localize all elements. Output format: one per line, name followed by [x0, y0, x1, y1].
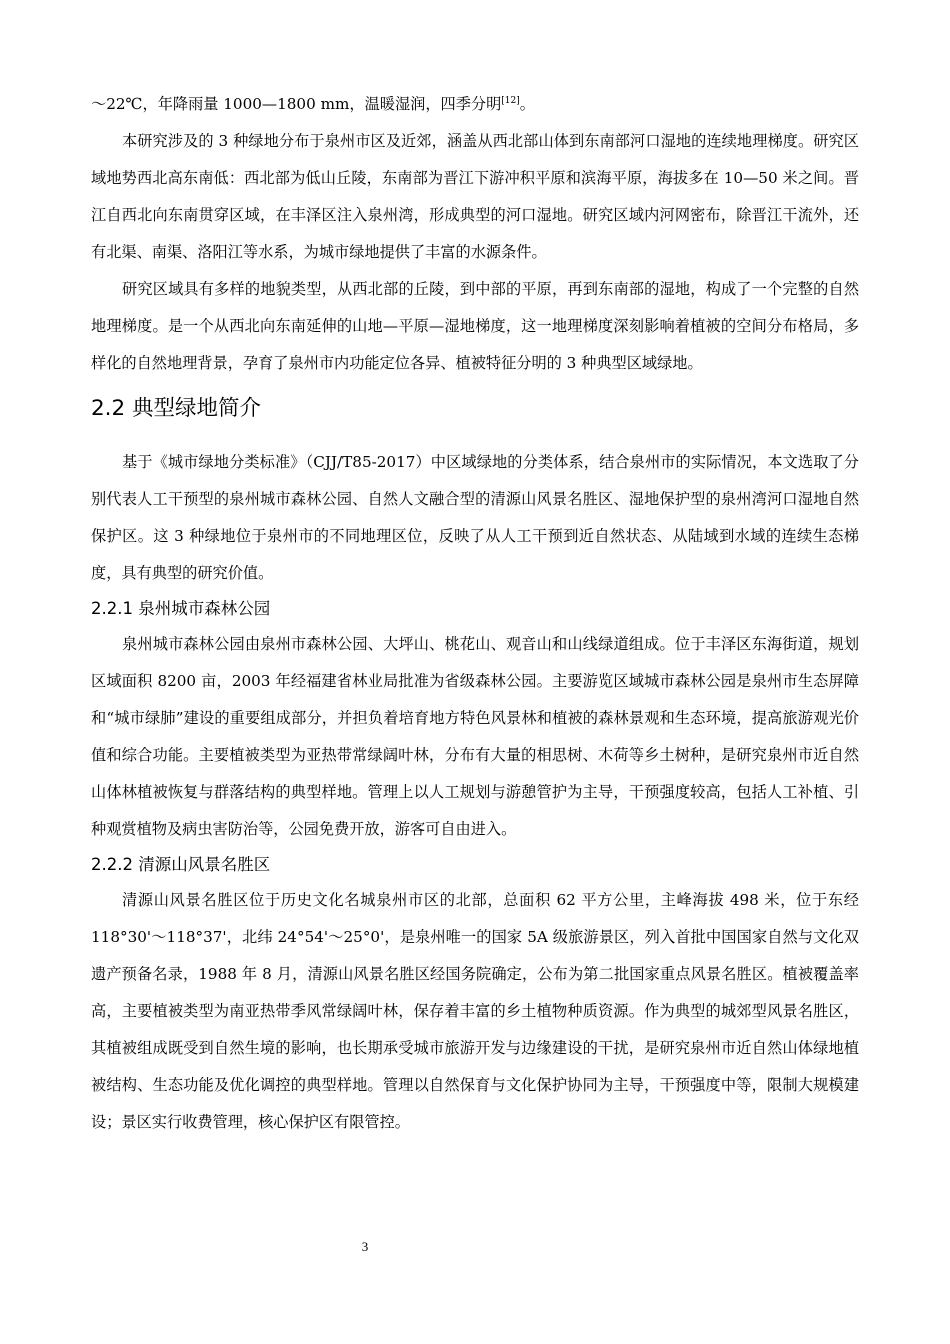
section-2-2-intro: 基于《城市绿地分类标准》（CJJ/T85-2017）中区域绿地的分类体系，结合泉州市的实际情况，本文选取了分别代表人工干预型的泉州城市森林公园、自然人文融合型的清源山风景名胜区、湿地保护型的泉州湾河口湿地自然保护区。这 3 种绿地位于泉州市的不同地理区位，反映了从人工干预到近自然状态、从陆域到水域的连续生态梯度，具有典型的研究价值。	[91, 453, 859, 582]
page-content	[91, 86, 859, 1141]
forest-park-paragraph: 泉州城市森林公园由泉州市森林公园、大坪山、桃花山、观音山和山线绿道组成。位于丰泽区东海街道，规划区域面积 8200 亩，2003 年经福建省林业局批准为省级森林公园。主要游览区域城市森林公园是泉州市生态屏障和“城市绿肺”建设的重要组成部分，并担负着培育地方特色风景林和植被的森林景观和生态环境，提高旅游观光价值和综合功能。主要植被类型为亚热带常绿阔叶林，分布有大量的相思树、木荷等乡土树种，是研究泉州市近自然山体林植被恢复与群落结构的典型样地。管理上以人工规划与游憩管护为主导，干预强度较高，包括人工补植、引种观赏植物及病虫害防治等，公园免费开放，游客可自由进入。	[91, 635, 859, 838]
climate-end: 。	[519, 95, 535, 113]
citation-ref: [12]	[501, 95, 520, 106]
climate-paragraph	[91, 86, 859, 123]
landform-paragraph: 研究区域具有多样的地貌类型，从西北部的丘陵，到中部的平原，再到东南部的湿地，构成了一个完整的自然地理梯度。是一个从西北向东南延伸的山地—平原—湿地梯度，这一地理梯度深刻影响着植被的空间分布格局，多样化的自然地理背景，孕育了泉州市内功能定位各异、植被特征分明的 3 种典型区域绿地。	[91, 280, 859, 372]
subsection-heading-2-2-2: 2.2.2 清源山风景名胜区	[91, 855, 271, 874]
section-heading-2-2: 2.2 典型绿地简介	[91, 396, 262, 421]
qingyuan-paragraph: 清源山风景名胜区位于历史文化名城泉州市区的北部，总面积 62 平方公里，主峰海拔 498 米，位于东经 118°30'～118°37'，北纬 24°54'～25°0'，是泉州唯一的国家 5A 级旅游景区，列入首批中国国家自然与文化双遗产预备名录，1988 年 8 月，清源山风景名胜区经国务院确定，公布为第二批国家重点风景名胜区。植被覆盖率高，主要植被类型为南亚热带季风常绿阔叶林，保存着丰富的乡土植物种质资源。作为典型的城郊型风景名胜区，其植被组成既受到自然生境的影响，也长期承受城市旅游开发与边缘建设的干扰，是研究泉州市近自然山体绿地植被结构、生态功能及优化调控的典型样地。管理以自然保育与文化保护协同为主导，干预强度中等，限制大规模建设；景区实行收费管理，核心保护区有限管控。	[91, 891, 859, 1131]
distribution-paragraph: 本研究涉及的 3 种绿地分布于泉州市区及近郊，涵盖从西北部山体到东南部河口湿地的连续地理梯度。研究区域地势西北高东南低：西北部为低山丘陵，东南部为晋江下游冲积平原和滨海平原，海拔多在 10—50 米之间。晋江自西北向东南贯穿区域，在丰泽区注入泉州湾，形成典型的河口湿地。研究区域内河网密布，除晋江干流外，还有北渠、南渠、洛阳江等水系，为城市绿地提供了丰富的水源条件。	[91, 132, 859, 261]
subsection-heading-2-2-1: 2.2.1 泉州城市森林公园	[91, 599, 271, 618]
page-number: 3	[361, 1239, 369, 1254]
climate-text: ～22℃，年降雨量 1000—1800 mm，温暖湿润，四季分明	[91, 95, 502, 113]
